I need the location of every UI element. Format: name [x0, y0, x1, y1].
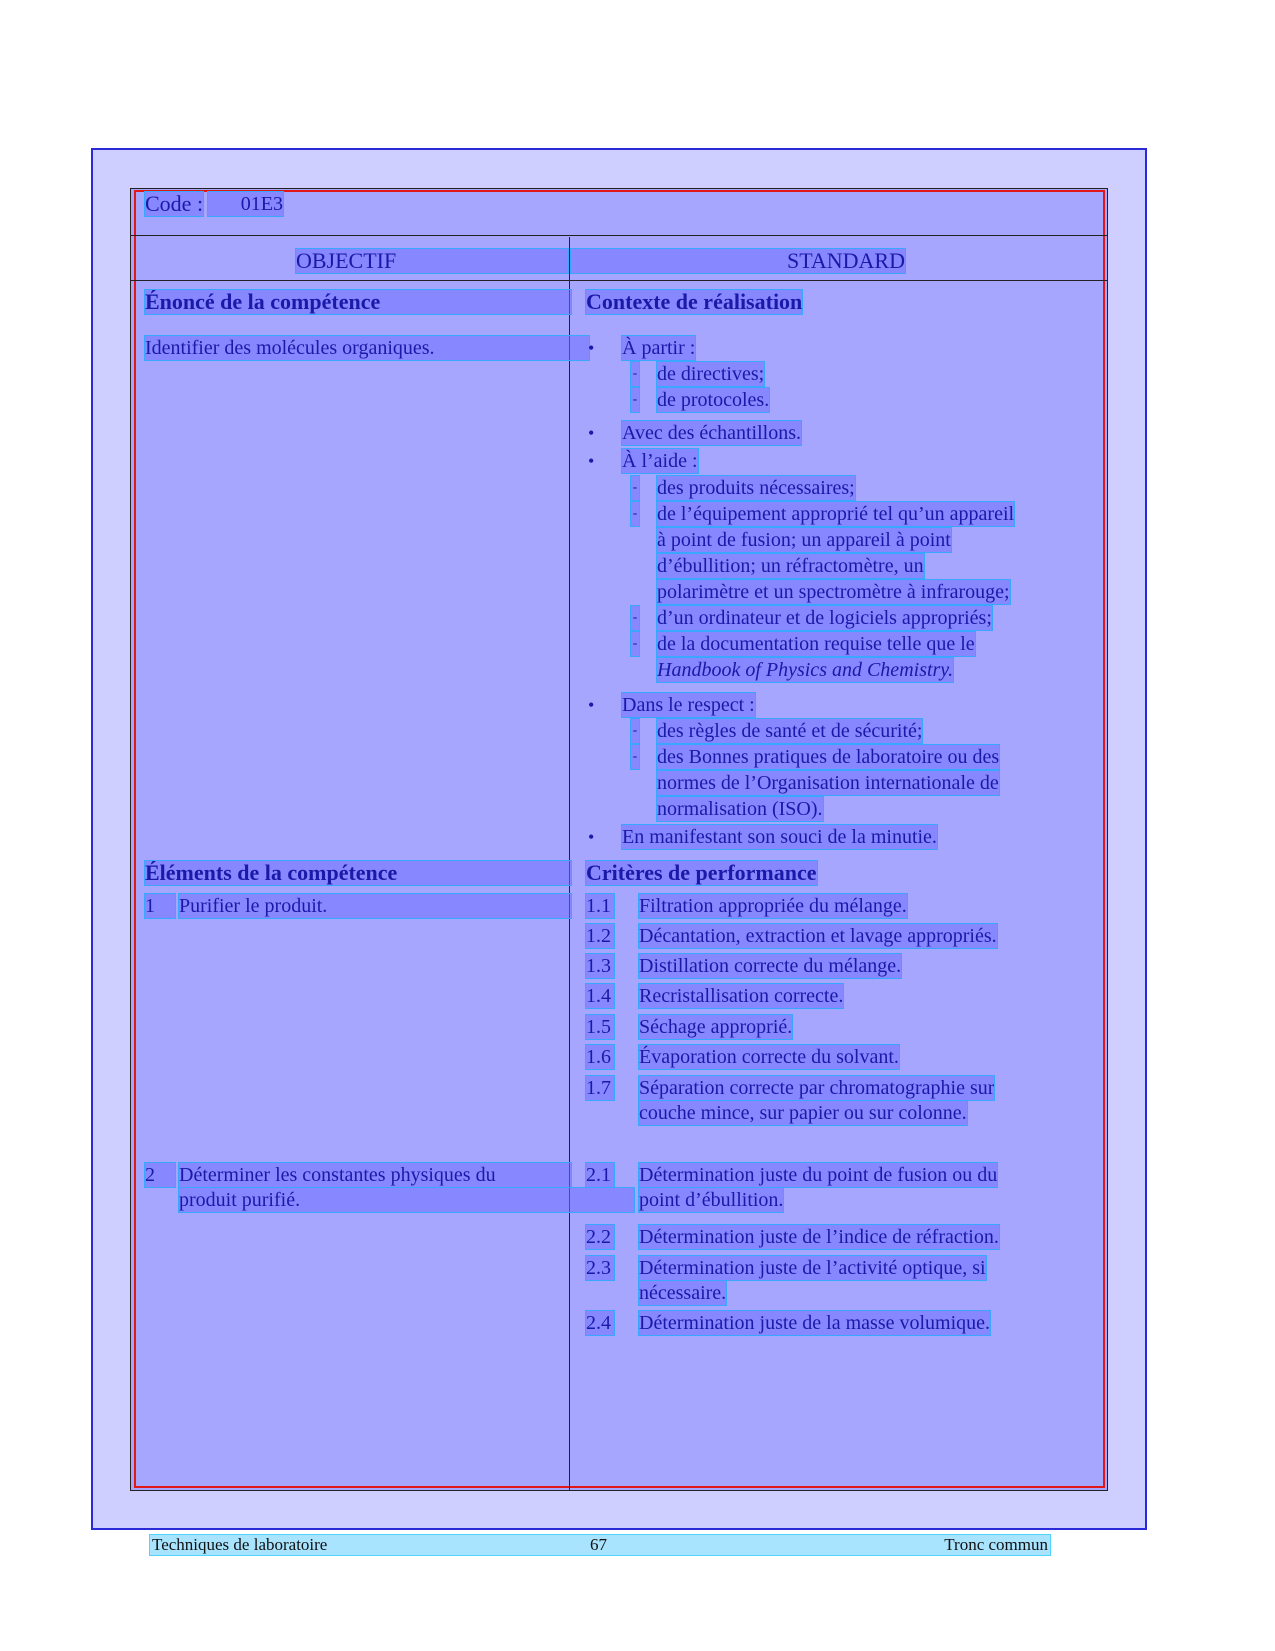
contexte-subitem: de directives;: [657, 363, 765, 385]
contexte-item: En manifestant son souci de la minutie.: [622, 826, 937, 848]
critere-number: 2.3: [586, 1256, 614, 1280]
critere-number: 1.5: [586, 1015, 614, 1039]
enonce-title: Énoncé de la compétence: [145, 290, 571, 314]
critere-text: Détermination juste de la masse volumique.: [639, 1312, 991, 1334]
footer-program: Techniques de laboratoire: [152, 1535, 328, 1554]
contexte-subitem: de protocoles.: [657, 389, 770, 411]
critere-text: Distillation correcte du mélange.: [639, 955, 902, 977]
contexte-subitem: d’ébullition; un réfractomètre, un: [657, 555, 924, 577]
elements-title: Éléments de la compétence: [145, 861, 571, 885]
bullet-icon: •: [588, 423, 595, 443]
critere-text: Décantation, extraction et lavage appropriés.: [639, 925, 997, 947]
critere-text: Recristallisation correcte.: [639, 985, 844, 1007]
enonce-text: Identifier des molécules organiques.: [145, 336, 589, 360]
contexte-subitem: d’un ordinateur et de logiciels appropriés;: [657, 607, 992, 629]
contexte-subitem: des produits nécessaires;: [657, 477, 855, 499]
bullet-icon: •: [588, 827, 595, 847]
critere-number: 2.1: [586, 1163, 614, 1187]
contexte-subitem: normalisation (ISO).: [657, 798, 823, 820]
contexte-title: Contexte de réalisation: [586, 289, 803, 314]
dash-icon: -: [631, 502, 639, 526]
competence-table: [130, 188, 1108, 1491]
contexte-subitem: des Bonnes pratiques de laboratoire ou des: [657, 746, 1000, 768]
critere-text: Détermination juste de l’indice de réfraction.: [639, 1226, 999, 1248]
contexte-subitem: normes de l’Organisation internationale de: [657, 772, 999, 794]
dash-icon: -: [631, 362, 639, 386]
footer-page-number: 67: [590, 1535, 607, 1554]
critere-number: 1.6: [586, 1045, 614, 1069]
bullet-icon: •: [588, 695, 595, 715]
critere-number: 1.7: [586, 1076, 614, 1100]
code-value: 01E3: [208, 192, 283, 216]
critere-number: 2.4: [586, 1311, 614, 1335]
header-divider: [130, 235, 1108, 236]
critere-number: 2.2: [586, 1225, 614, 1249]
critere-text: couche mince, sur papier ou sur colonne.: [639, 1102, 967, 1124]
objectif-heading: OBJECTIF: [296, 249, 568, 273]
dash-icon: -: [631, 388, 639, 412]
contexte-subitem: des règles de santé et de sécurité;: [657, 720, 923, 742]
dash-icon: -: [631, 476, 639, 500]
footer-section: Tronc commun: [944, 1535, 1048, 1554]
page-footer: [150, 1535, 1050, 1555]
critere-number: 1.3: [586, 954, 614, 978]
critere-text: nécessaire.: [639, 1282, 727, 1304]
contexte-subitem: de l’équipement approprié tel qu’un appareil: [657, 503, 1015, 525]
element-text: Purifier le produit.: [179, 894, 571, 918]
element-number: 2: [145, 1163, 175, 1187]
dash-icon: -: [631, 632, 639, 656]
columns-divider: [130, 280, 1108, 281]
contexte-item: À l’aide :: [622, 450, 698, 472]
critere-text: Filtration appropriée du mélange.: [639, 895, 907, 917]
criteres-title: Critères de performance: [586, 860, 817, 885]
contexte-subitem: à point de fusion; un appareil à point: [657, 529, 951, 551]
critere-text: Séparation correcte par chromatographie sur: [639, 1077, 995, 1099]
critere-number: 1.1: [586, 894, 614, 918]
handbook-reference: Handbook of Physics and Chemistry.: [657, 659, 954, 681]
critere-text: Détermination juste de l’activité optique, si: [639, 1257, 986, 1279]
element-number: 1: [145, 894, 175, 918]
dash-icon: -: [631, 606, 639, 630]
code-label: Code :: [145, 191, 204, 216]
critere-text: point d’ébullition.: [639, 1189, 784, 1211]
critere-number: 1.2: [586, 924, 614, 948]
contexte-subitem: polarimètre et un spectromètre à infrarouge;: [657, 581, 1010, 603]
bullet-icon: •: [588, 338, 595, 358]
critere-text: Séchage approprié.: [639, 1016, 793, 1038]
contexte-item: À partir :: [622, 337, 696, 359]
critere-text: Détermination juste du point de fusion ou du: [639, 1164, 998, 1186]
contexte-subitem: de la documentation requise telle que le: [657, 633, 975, 655]
standard-heading: STANDARD: [571, 249, 905, 273]
bullet-icon: •: [588, 451, 595, 471]
critere-number: 1.4: [586, 984, 614, 1008]
contexte-item: Avec des échantillons.: [622, 422, 802, 444]
dash-icon: -: [631, 745, 639, 769]
element-text: Déterminer les constantes physiques du: [179, 1163, 571, 1187]
contexte-item: Dans le respect :: [622, 694, 755, 716]
critere-text: Évaporation correcte du solvant.: [639, 1046, 899, 1068]
element-text: produit purifié.: [179, 1188, 634, 1212]
dash-icon: -: [631, 719, 639, 743]
